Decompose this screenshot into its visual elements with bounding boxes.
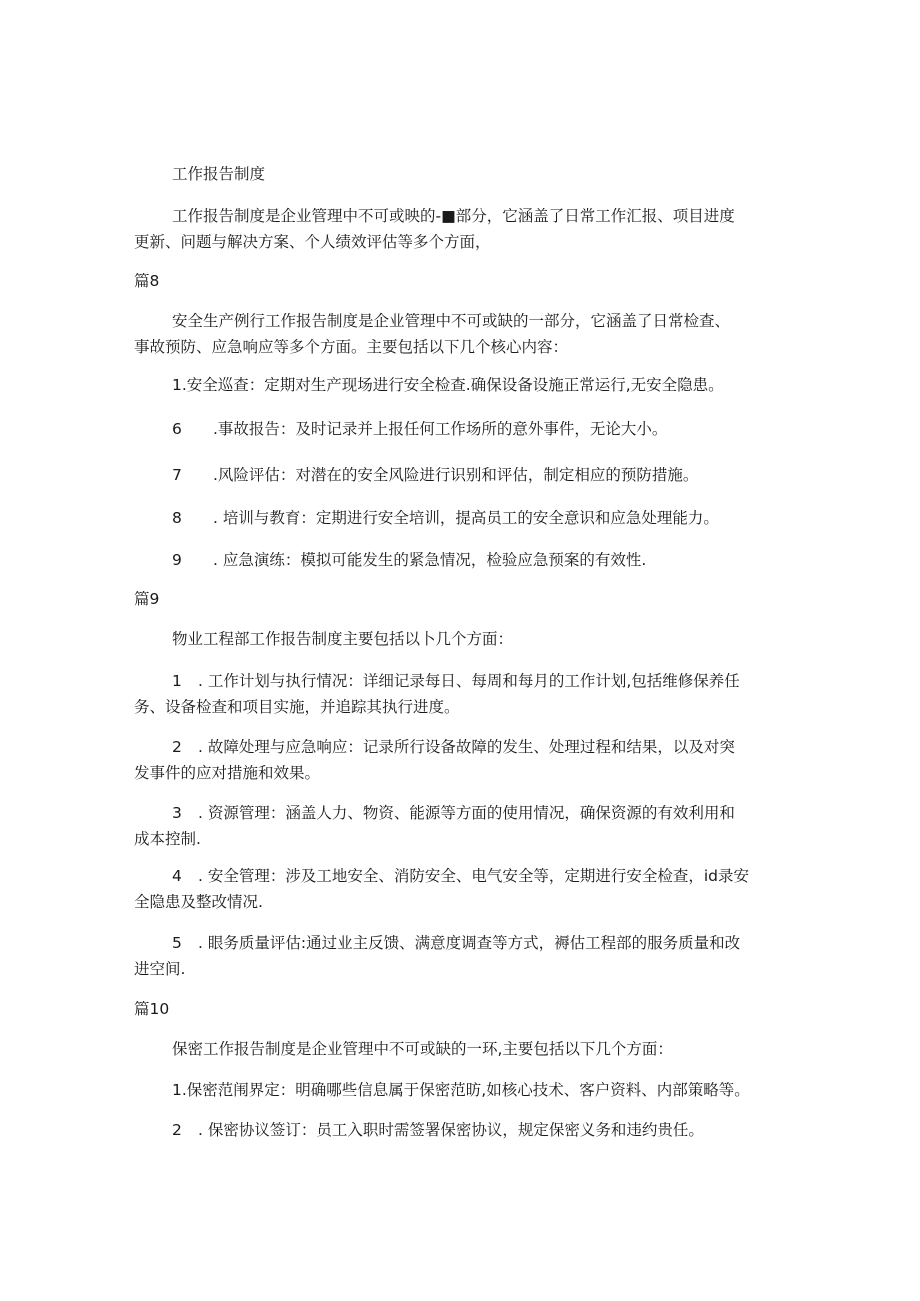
section-8-item-text: . 培训与教育：定期进行安全培训，提高员工的安全意识和应急处理能力。: [213, 509, 719, 527]
section-10-heading: 篇10: [134, 1000, 170, 1018]
section-8-item-text: .风险评估：对潜在的安全风险进行识别和评估，制定相应的预防措施。: [213, 466, 699, 484]
section-8-heading: 篇8: [134, 272, 160, 290]
section-9-heading: 篇9: [134, 590, 160, 608]
section-10-item-1: 1.保密范闱界定：明确哪些信息属于保密范昉,如核心技术、客户资料、内部策略等。: [172, 1081, 750, 1099]
section-9-intro: 物业工程部工作报告制度主要包括以卜几个方面：: [172, 630, 514, 648]
section-8-item-text: .事故报告：及时记录并上报任何工作场所的意外事件，无论大小。: [213, 420, 668, 438]
section-8-intro-line-2: 事故预防、应急响应等多个方面。主要包括以下几个核心内容：: [134, 338, 569, 356]
section-9-item-number: 4: [172, 867, 182, 885]
section-9-item-number: 1: [172, 672, 182, 690]
section-9-item-line-2: 全隐患及整改情况.: [134, 893, 263, 911]
section-8-item-1: 1.安全巡查：定期对生产现场进行安全检查.确保设备设施正常运行,无安全隐患。: [172, 376, 724, 394]
section-8-item-text: . 应急演练：模拟可能发生的紧急情况，检验应急预案的有效性.: [213, 551, 647, 569]
section-9-item-number: 3: [172, 804, 182, 822]
section-9-item-line-1: . 工作计划与执行情况：详细记录每日、每周和每月的工作计划,包括维修保养任: [198, 672, 740, 690]
section-9-item-line-2: 发事件的应对措施和效果。: [134, 764, 321, 782]
section-9-item-number: 2: [172, 738, 182, 756]
section-8-item-number: 6: [172, 420, 182, 438]
intro-line-1: 工作报告制度是企业管理中不可或映的-■部分，它涵盖了日常工作汇报、项目进度: [172, 207, 735, 225]
section-10-intro: 保密工作报告制度是企业管理中不可或缺的一环,主要包括以下几个方面：: [172, 1040, 673, 1058]
section-8-intro-line-1: 安全生产例行工作报告制度是企业管理中不可或缺的一部分，它涵盖了日常检查、: [172, 312, 731, 330]
section-9-item-line-1: . 安全管理：涉及工地安全、消防安全、电气安全等，定期进行安全检查，id录安: [198, 867, 750, 885]
section-9-item-line-2: 成本控制.: [134, 830, 201, 848]
section-9-item-line-1: . 眼务质量评估:通过业主反馈、满意度调查等方式，褥估工程部的服务质量和改: [198, 934, 741, 952]
section-9-item-line-2: 进空间.: [134, 960, 186, 978]
section-8-item-number: 9: [172, 551, 182, 569]
section-9-item-line-1: . 故障处理与应急响应：记录所行设备故障的发生、处理过程和结果，以及对突: [198, 738, 735, 756]
section-10-item-number: 2: [172, 1121, 182, 1139]
doc-title: 工作报告制度: [172, 165, 266, 183]
section-8-item-number: 8: [172, 509, 182, 527]
section-9-item-number: 5: [172, 934, 182, 952]
section-8-item-number: 7: [172, 466, 182, 484]
intro-line-2: 更新、问题与解决方案、个人绩效评估等多个方面，: [134, 233, 491, 251]
section-9-item-line-1: . 资源管理：涵盖人力、物资、能源等方面的使用情况，确保资源的有效利用和: [198, 804, 735, 822]
section-9-item-line-2: 务、设备检查和项目实施，并追踪其执行进度。: [134, 698, 460, 716]
section-10-item-text: . 保密协议签订：员工入职时需签署保密协议，规定保密义务和违约贵任。: [198, 1121, 704, 1139]
